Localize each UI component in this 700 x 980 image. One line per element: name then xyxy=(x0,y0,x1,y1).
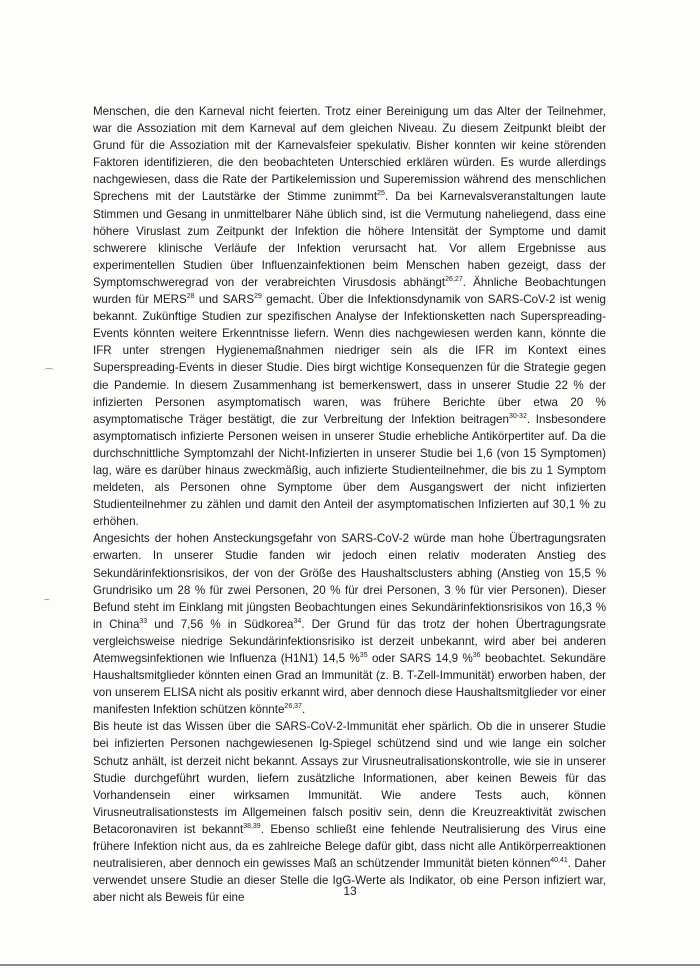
citation-superscript: 25 xyxy=(377,190,385,198)
text-run: beobachtet. Sekundäre Haushaltsmitglieder könnten einen Grad an Immunität (z. B. T-Zell-Immunität) erworben haben, der von unserem ELISA nicht als positiv erkannt wird, aber dennoch diese Haushaltsmitglieder vor einer manifesten Infektion schützen könnte xyxy=(93,652,606,717)
paragraph xyxy=(93,530,606,718)
citation-superscript: 36 xyxy=(472,652,481,659)
citation-superscript: 30-32 xyxy=(508,412,527,420)
citation-superscript: 34 xyxy=(293,617,302,625)
text-run: und 7,56 % in Südkorea xyxy=(147,617,294,631)
text-run: Bis heute ist das Wissen über die SARS-CoV-2-Immunität eher spärlich. Ob die in unserer Studie bei infizierten Personen nachgewiesenen Ig-Spiegel schützend sind und wie lange ein solcher Schutz anhält, ist derzeit nicht bekannt. Assays zur Virusneutralisationskontrolle, wie sie in unserer Studie durchgeführt wurden, liefern zusätzliche Informationen, aber keinen Beweis für das Vorhandensein einer wirksamen Immunität. Wie andere Tests auch, können Virusneutralisationstests im Allgemeinen falsch positiv sein, denn die Kreuzreaktivität zwischen Betacoronaviren ist bekannt xyxy=(93,720,606,836)
text-run: Menschen, die den Karneval nicht feierten. Trotz einer Bereinigung um das Alter der Teilnehmer, war die Assoziation mit dem Karneval auf dem gleichen Niveau. Zu diesem Zeitpunkt bleibt der Grund für die Assoziation mit der Karnevalsfeier spekulativ. Bisher konnten wir keine störenden Faktoren identifizieren, die den beobachteten Unterschied erklären würden. Es wurde allerdings nachgewiesen, dass die Rate der Partikelemission und Superemission während des menschlichen Sprechens mit der Lautstärke der Stimme zunimmt xyxy=(93,105,606,204)
scan-mark: ⌒ xyxy=(44,369,54,380)
text-run: . Daher verwendet unsere Studie an dieser Stelle die IgG-Werte als Indikator, ob eine Person infiziert war, aber nicht als Beweis für eine xyxy=(93,857,606,905)
text-run: . Der Grund für das trotz der hohen Übertragungsrate vergleichsweise niedrige Sekundärinfektionsrisiko ist derzeit unbekannt, wird aber bei anderen Atemwegsinfektionen wie Influenza (H1N1) 14,5 % xyxy=(93,617,606,665)
text-run: . Ebenso schließt eine fehlende Neutralisierung des Virus eine frühere Infektion nicht aus, da es zahlreiche Belege dafür gibt, dass nicht alle Antikörperreaktionen neutralisieren, aber dennoch ein gewisses Maß an schützender Immunität bieten können xyxy=(93,822,606,871)
text-run: . Ähnliche Beobachtungen wurden für MERS xyxy=(93,275,606,307)
text-run: oder SARS 14,9 % xyxy=(367,652,473,665)
bottom-rule xyxy=(0,964,700,966)
text-run: und SARS xyxy=(194,293,255,307)
citation-superscript: 33 xyxy=(139,617,148,625)
citation-superscript: 35 xyxy=(359,652,368,659)
scan-mark: ~ xyxy=(44,595,50,606)
citation-superscript: 29 xyxy=(254,293,262,301)
text-run: gemacht. Über die Infektionsdynamik von SARS-CoV-2 ist wenig bekannt. Zukünftige Studien zur spezifischen Analyse der Infektionsketten nach Superspreading-Events könnten weitere Erkenntnisse liefern. Wenn dies nachgewiesen werden kann, könnte die IFR unter strengen Hygienemaßnahmen niedriger sein als die IFR im Kontext eines Superspreading-Events in dieser Studie. Dies birgt wichtige Konsequenzen für die Strategie gegen die Pandemie. In diesem Zusammenhang ist bemerkenswert, dass in unserer Studie 22 % der infizierten Personen asymptomatisch waren, was frühere Berichte über etwa 20 % asymptomatische Träger bestätigt, die zur Verbreitung der Infektion beitragen xyxy=(93,293,607,426)
citation-superscript: 28 xyxy=(186,293,195,301)
citation-superscript: 40,41 xyxy=(550,857,568,865)
text-run: Angesichts der hohen Ansteckungsgefahr von SARS-CoV-2 würde man hohe Übertragungsraten erwarten. In unserer Studie fanden wir jedoch einen relativ moderaten Anstieg des Sekundärinfektionsrisikos, der von der Größe des Haushaltsclusters abhing (Anstieg von 15,5 % Grundrisiko um 28 % für zwei Personen, 20 % für drei Personen, 3 % für vier Personen). Dieser Befund steht im Einklang mit jüngsten Beobachtungen eines Sekundärinfektionsrisikos von 16,3 % in China xyxy=(93,532,606,631)
text-run: . Da bei Karnevalsveranstaltungen laute Stimmen und Gesang in unmittelbarer Nähe üblich sind, ist die Vermutung naheliegend, dass eine höhere Viruslast zum Zeitpunkt der Infektion die höhere Intensität der Symptome und damit schwerere klinische Verläufe der Infektion verursacht hat. Vor allem Ergebnisse aus experimentellen Studien über Influenzainfektionen beim Menschen haben gezeigt, dass der Symptomschweregrad von der verabreichten Virusdosis abhängt xyxy=(93,190,606,289)
text-run: . Insbesondere asymptomatisch infizierte Personen weisen in unserer Studie erhebliche Antikörpertiter auf. Da die durchschnittliche Symptomzahl der Nicht-Infizierten in unserer Studie bei 1,6 (von 15 Symptomen) lag, wäre es darüber hinaus zweckmäßig, auch infizierte Studienteilnehmer, die bis zu 1 Symptom meldeten, als Personen ohne Symptome über dem Ausgangswert der nicht infizierten Studienteilnehmer zu zählen und damit den Anteil der asymptomatischen Infizierten auf 30,1 % zu erhöhen. xyxy=(93,412,606,529)
page-number: 13 xyxy=(343,884,357,898)
citation-superscript: 26,37 xyxy=(284,703,302,711)
paragraph xyxy=(93,103,606,530)
text-run: . xyxy=(301,703,306,717)
citation-superscript: 38,39 xyxy=(243,822,261,830)
body-text xyxy=(93,103,606,906)
citation-superscript: 26,27 xyxy=(445,275,463,283)
paragraph xyxy=(93,718,606,906)
